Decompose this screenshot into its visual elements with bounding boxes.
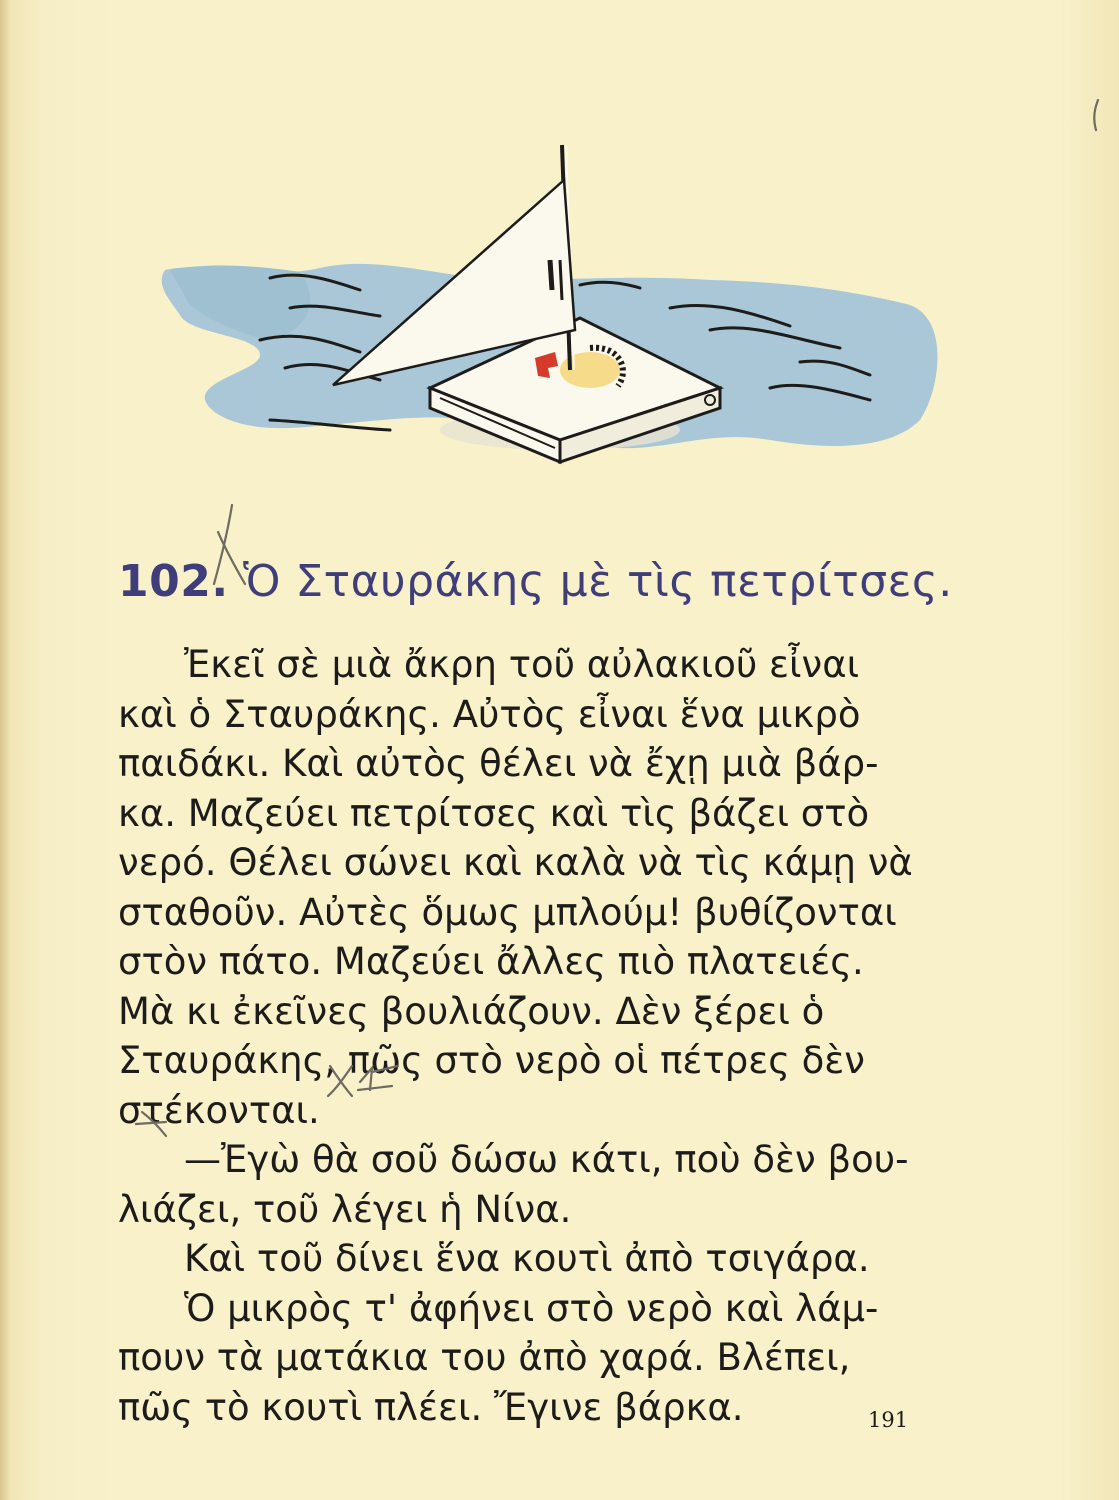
lesson-title: Ὁ Σταυράκης μὲ τὶς πετρίτσες. (243, 556, 953, 607)
text-line: στὸν πάτο. Μαζεύει ἄλλες πιὸ πλατειές. (118, 940, 864, 983)
text-line: πουν τὰ ματάκια του ἀπὸ χαρά. Βλέπει, (118, 1336, 851, 1379)
text-line: —Ἐγὼ θὰ σοῦ δώσω κάτι, ποὺ δὲν βου- (184, 1138, 909, 1181)
pencil-corner-mark (1094, 100, 1098, 130)
lesson-text (118, 640, 948, 1432)
text-line: πῶς τὸ κουτὶ πλέει. Ἔγινε βάρκα. (118, 1385, 744, 1429)
text-line: κα. Μαζεύει πετρίτσες καὶ τὶς βάζει στὸ (118, 791, 870, 835)
text-line: σταθοῦν. Αὐτὲς ὅμως μπλούμ! βυθίζονται (118, 890, 897, 934)
text-line: παιδάκι. Καὶ αὐτὸς θέλει νὰ ἔχῃ μιὰ βάρ- (118, 742, 879, 785)
page-number: 191 (868, 1408, 909, 1432)
text-line: Ὁ μικρὸς τ' ἀφήνει στὸ νερὸ καὶ λάμ- (184, 1286, 879, 1330)
lesson-number: 102. (118, 556, 229, 607)
text-line: καὶ ὁ Σταυράκης. Αὐτὸς εἶναι ἕνα μικρὸ (118, 692, 861, 736)
text-line: Σταυράκης, πῶς στὸ νερὸ οἱ πέτρες δὲν (118, 1039, 865, 1082)
text-line: Ἐκεῖ σὲ μιὰ ἄκρη τοῦ αὐλακιοῦ εἶναι (184, 643, 860, 686)
sailboat-illustration (150, 130, 950, 490)
page-binding-edge (0, 0, 10, 1500)
text-line: στέκονται. (118, 1088, 320, 1132)
text-line: νερό. Θέλει σώνει καὶ καλὰ νὰ τὶς κάμῃ νὰ (118, 841, 913, 884)
text-line: Καὶ τοῦ δίνει ἕνα κουτὶ ἀπὸ τσιγάρα. (184, 1237, 870, 1280)
text-line: λιάζει, τοῦ λέγει ἡ Νίνα. (118, 1187, 572, 1231)
lesson-heading (118, 556, 953, 607)
text-line: Μὰ κι ἐκεῖνες βουλιάζουν. Δὲν ξέρει ὁ (118, 989, 825, 1033)
